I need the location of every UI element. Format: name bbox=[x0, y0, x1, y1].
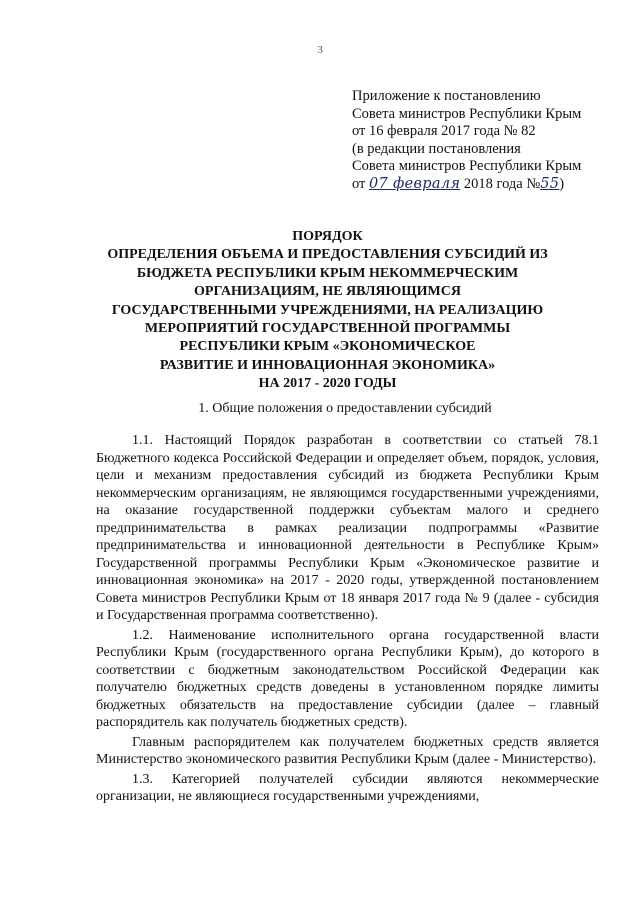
document-title bbox=[80, 228, 575, 394]
edition-middle: 2018 года № bbox=[463, 175, 541, 192]
paragraph: 1.3. Категорией получателей субсидии являются некоммерческие организации, не являющиеся государственными учреждениями, bbox=[96, 771, 599, 804]
page-number: 3 bbox=[317, 44, 323, 56]
title-line: НА 2017 - 2020 ГОДЫ bbox=[258, 376, 397, 392]
paragraph: Главным распорядителем как получателем бюджетных средств является Министерство экономического развития Республики Крым (далее - Министерство). bbox=[96, 734, 599, 767]
title-line: ГОСУДАРСТВЕННЫМИ УЧРЕЖДЕНИЯМИ, НА РЕАЛИЗАЦИЮ bbox=[111, 302, 544, 318]
body-text bbox=[96, 432, 599, 808]
appendix-line: (в редакции постановления bbox=[352, 140, 521, 157]
title-line: МЕРОПРИЯТИЙ ГОСУДАРСТВЕННОЙ ПРОГРАММЫ bbox=[144, 321, 511, 337]
title-line: ОПРЕДЕЛЕНИЯ ОБЪЕМА И ПРЕДОСТАВЛЕНИЯ СУБСИДИЙ ИЗ bbox=[107, 247, 548, 263]
section-heading: 1. Общие положения о предоставлении субсидий bbox=[198, 401, 492, 416]
appendix-line: Совета министров Республики Крым bbox=[352, 158, 582, 174]
paragraph: 1.1. Настоящий Порядок разработан в соответствии со статьей 78.1 Бюджетного кодекса Российской Федерации и определяет объем, порядок, условия, цели и механизм предоставления субсидий из бюджета Республики Крым некоммерческим организациям, не являющимся государственными учреждениями, на оказание государственной поддержки субъектам малого и среднего предпринимательства в рамках реализации подпрограммы «Развитие предпринимательства и инновационной деятельности в Республике Крым» Государственной программы Республики Крым «Экономическое развитие и инновационная экономика» на 2017 - 2020 годы, утвержденной постановлением Совета министров Республики Крым от 18 января 2017 года № 9 (далее - субсидия и Государственная программа соответственно). bbox=[96, 433, 599, 623]
title-line: БЮДЖЕТА РЕСПУБЛИКИ КРЫМ НЕКОММЕРЧЕСКИМ bbox=[136, 265, 519, 281]
appendix-line: Приложение к постановлению bbox=[352, 88, 541, 104]
title-line: РАЗВИТИЕ И ИННОВАЦИОННАЯ ЭКОНОМИКА» bbox=[159, 357, 496, 373]
appendix-line: от 16 февраля 2017 года № 82 bbox=[352, 123, 536, 139]
title-line: ПОРЯДОК bbox=[292, 229, 363, 244]
handwritten-date: 07 февраля bbox=[369, 175, 461, 192]
title-line: ОРГАНИЗАЦИЯМ, НЕ ЯВЛЯЮЩИМСЯ bbox=[194, 284, 461, 300]
appendix-line-edition-date bbox=[352, 176, 622, 194]
appendix-header bbox=[352, 88, 622, 193]
paragraph: 1.2. Наименование исполнительного органа государственной власти Республики Крым (государственного органа Республики Крым), до которого в соответствии с бюджетным законодательством Российской Федерации как получателю бюджетных средств доведены в установленном порядке лимиты бюджетных обязательств на предоставление субсидии (далее – главный распорядитель как получатель бюджетных средств). bbox=[96, 627, 599, 730]
edition-prefix: от bbox=[352, 175, 366, 192]
closing-paren: ) bbox=[559, 175, 565, 192]
appendix-line: Совета министров Республики Крым bbox=[352, 105, 582, 122]
title-line: РЕСПУБЛИКИ КРЫМ «ЭКОНОМИЧЕСКОЕ bbox=[179, 339, 476, 355]
handwritten-number: 55 bbox=[540, 175, 560, 192]
